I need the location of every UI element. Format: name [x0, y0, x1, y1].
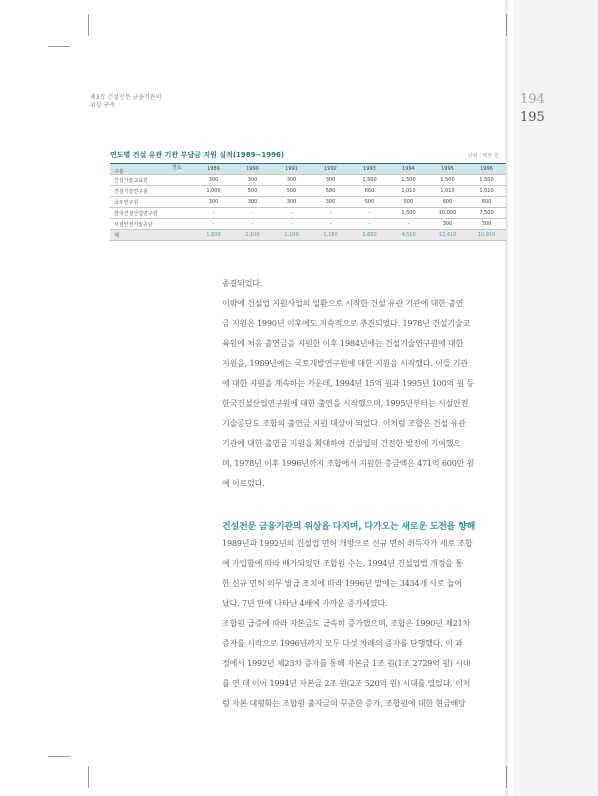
table-cell: 500	[272, 186, 311, 197]
table-cell: -	[389, 219, 428, 230]
table-cell: 1,500	[428, 175, 467, 186]
year-header: 1989	[194, 164, 233, 175]
crop-mark	[506, 766, 507, 788]
table-cell: 1,010	[467, 186, 506, 197]
year-header: 1993	[350, 164, 389, 175]
table-title: 연도별 건설 유관 기관 부담금 지원 실적(1989~1996)	[110, 151, 285, 159]
table-cell: 10,000	[428, 208, 467, 219]
body-paragraph-2	[222, 534, 506, 714]
text-line: 종결되었다.	[222, 279, 263, 288]
table-cell: -	[350, 208, 389, 219]
text-line: 지원을, 1989년에는 국토개발연구원에 대한 지원을 시작했다. 이들 기관	[222, 359, 468, 368]
table-cell: -	[311, 208, 350, 219]
table-row	[110, 219, 506, 230]
table-cell: 4,510	[389, 230, 428, 241]
row-label: 한국건설산업연구원	[110, 208, 194, 219]
table-cell: 300	[272, 197, 311, 208]
table-cell: 2,660	[350, 230, 389, 241]
table-corner-cell	[110, 164, 194, 175]
text-line: 한국건설산업연구원에 대한 출연을 시작했으며, 1995년부터는 시설안전	[222, 399, 469, 408]
row-label: 시설안전기술공단	[110, 219, 194, 230]
table-cell: 1,500	[389, 175, 428, 186]
table-cell: 13,410	[428, 230, 467, 241]
table-cell: 1,500	[389, 208, 428, 219]
table-row	[110, 197, 506, 208]
text-line: 기관에 대한 출연금 지원을 확대하여 건설업의 건전한 발전에 기여했으	[222, 439, 461, 448]
section-heading: 건설전문 금융기관의 위상을 다지며, 다가오는 새로운 도전을 향해	[222, 522, 476, 532]
text-line: 를 연 데 이어 1994년 자본금 2조 원(2조 520억 원) 시대를 열었다. 이처	[222, 679, 471, 688]
table-cell: 300	[467, 219, 506, 230]
table-cell: 300	[233, 175, 272, 186]
table-cell: 1,000	[194, 186, 233, 197]
table-row	[110, 175, 506, 186]
table-cell: 660	[350, 186, 389, 197]
table-header-row	[110, 164, 506, 175]
table-cell: -	[194, 208, 233, 219]
row-label: 건설기술연구원	[110, 186, 194, 197]
text-line: 1989년과 1992년의 건설업 면허 개방으로 신규 면허 취득자가 새로 조합	[222, 539, 473, 548]
year-header: 1991	[272, 164, 311, 175]
table-cell: 1,010	[428, 186, 467, 197]
table-cell: 300	[428, 219, 467, 230]
body-paragraph-1	[222, 274, 506, 494]
year-header: 1992	[311, 164, 350, 175]
table-cell: -	[311, 219, 350, 230]
corner-category-label: 구분	[114, 169, 124, 175]
support-table	[110, 163, 506, 241]
table-cell: 500	[350, 197, 389, 208]
year-header: 1996	[467, 164, 506, 175]
text-line: 정에서 1992년 제23차 증자를 통해 자본금 1조 원(1조 2729억 원) 시대	[222, 659, 471, 668]
crop-mark	[506, 14, 507, 36]
table-cell: 1,500	[467, 175, 506, 186]
text-line: 에 가입함에 따라 배가되었던 조합원 수는, 1994년 건설업법 개정을 통	[222, 559, 463, 568]
table-cell: 580	[311, 186, 350, 197]
table-cell: -	[233, 208, 272, 219]
chapter-title-line2: 위상 구축	[90, 102, 116, 109]
table-cell: 300	[311, 197, 350, 208]
text-line: 에 대한 지원을 계속하는 가운데, 1994년 15억 원과 1995년 100억 원 등	[222, 379, 475, 388]
table-cell: -	[350, 219, 389, 230]
table-cell: 300	[194, 197, 233, 208]
table-cell: 1,010	[389, 186, 428, 197]
year-header: 1995	[428, 164, 467, 175]
table-row	[110, 208, 506, 219]
crop-mark	[48, 46, 70, 47]
year-header: 1994	[389, 164, 428, 175]
row-label: 국토연구원	[110, 197, 194, 208]
table-cell: 1,600	[194, 230, 233, 241]
table-cell: 1,100	[233, 230, 272, 241]
text-line: 기술공단도 조합의 출연금 지원 대상이 되었다. 이처럼 조합은 건설 유관	[222, 419, 466, 428]
text-line: 났다. 7년 만에 나타난 4배에 가까운 증가세였다.	[222, 599, 388, 608]
table-cell: -	[233, 219, 272, 230]
chapter-header	[90, 94, 161, 110]
table-body	[110, 175, 506, 241]
text-line: 증자를 시작으로 1996년까지 모두 다섯 차례의 증자를 단행했다. 이 과	[222, 639, 463, 648]
row-label: 계	[110, 230, 194, 241]
table-cell: 600	[467, 197, 506, 208]
chapter-title-line1: 제3장 건설전문 금융기관의	[90, 94, 162, 101]
page-number-left: 194	[520, 92, 545, 107]
crop-mark	[88, 766, 89, 788]
text-line: 이밖에 건설업 지원사업의 일환으로 시작한 건설 유관 기관에 대한 출연	[222, 299, 464, 308]
table-unit-label: 단위 : 백만 원	[468, 153, 499, 159]
table-cell: -	[272, 219, 311, 230]
text-line: 한 신규 면허 의무 발급 조치에 따라 1996년 말에는 3434개 사로 늘어	[222, 579, 463, 588]
table-cell: 1,500	[350, 175, 389, 186]
text-line: 럼 자본 대형화는 조합원 출자금의 꾸준한 증가, 조합원에 대한 현금배당	[222, 699, 466, 708]
corner-year-label: 연도	[172, 165, 182, 171]
text-line: 에 이르렀다.	[222, 479, 265, 488]
table-cell: -	[194, 219, 233, 230]
crop-mark	[48, 756, 70, 757]
table-cell: 500	[233, 186, 272, 197]
year-header: 1990	[233, 164, 272, 175]
table-cell: 300	[272, 175, 311, 186]
table-cell: 300	[233, 197, 272, 208]
table-row	[110, 186, 506, 197]
text-line: 육원에 처음 출연금을 지원한 이후 1984년에는 건설기술연구원에 대한	[222, 339, 464, 348]
page-number-right: 195	[520, 110, 545, 125]
table-cell: 300	[194, 175, 233, 186]
row-label: 건설기술교육원	[110, 175, 194, 186]
table-cell: 600	[428, 197, 467, 208]
table-cell: 7,500	[467, 208, 506, 219]
table-cell: 1,100	[272, 230, 311, 241]
table-cell: 10,910	[467, 230, 506, 241]
table-cell: -	[272, 208, 311, 219]
crop-mark	[88, 14, 89, 36]
text-line: 금 지원은 1990년 이후에도 지속적으로 추진되었다. 1978년 건설기술교	[222, 319, 471, 328]
table-cell: 500	[389, 197, 428, 208]
table-total-row	[110, 230, 506, 241]
table-cell: 1,180	[311, 230, 350, 241]
text-line: 조합원 급증에 따라 자본금도 급속히 증가했으며, 조합은 1990년 제21차	[222, 619, 471, 628]
text-line: 며, 1978년 이후 1996년까지 조합에서 지원한 총금액은 471억 600만 원	[222, 459, 475, 468]
table-cell: 300	[311, 175, 350, 186]
